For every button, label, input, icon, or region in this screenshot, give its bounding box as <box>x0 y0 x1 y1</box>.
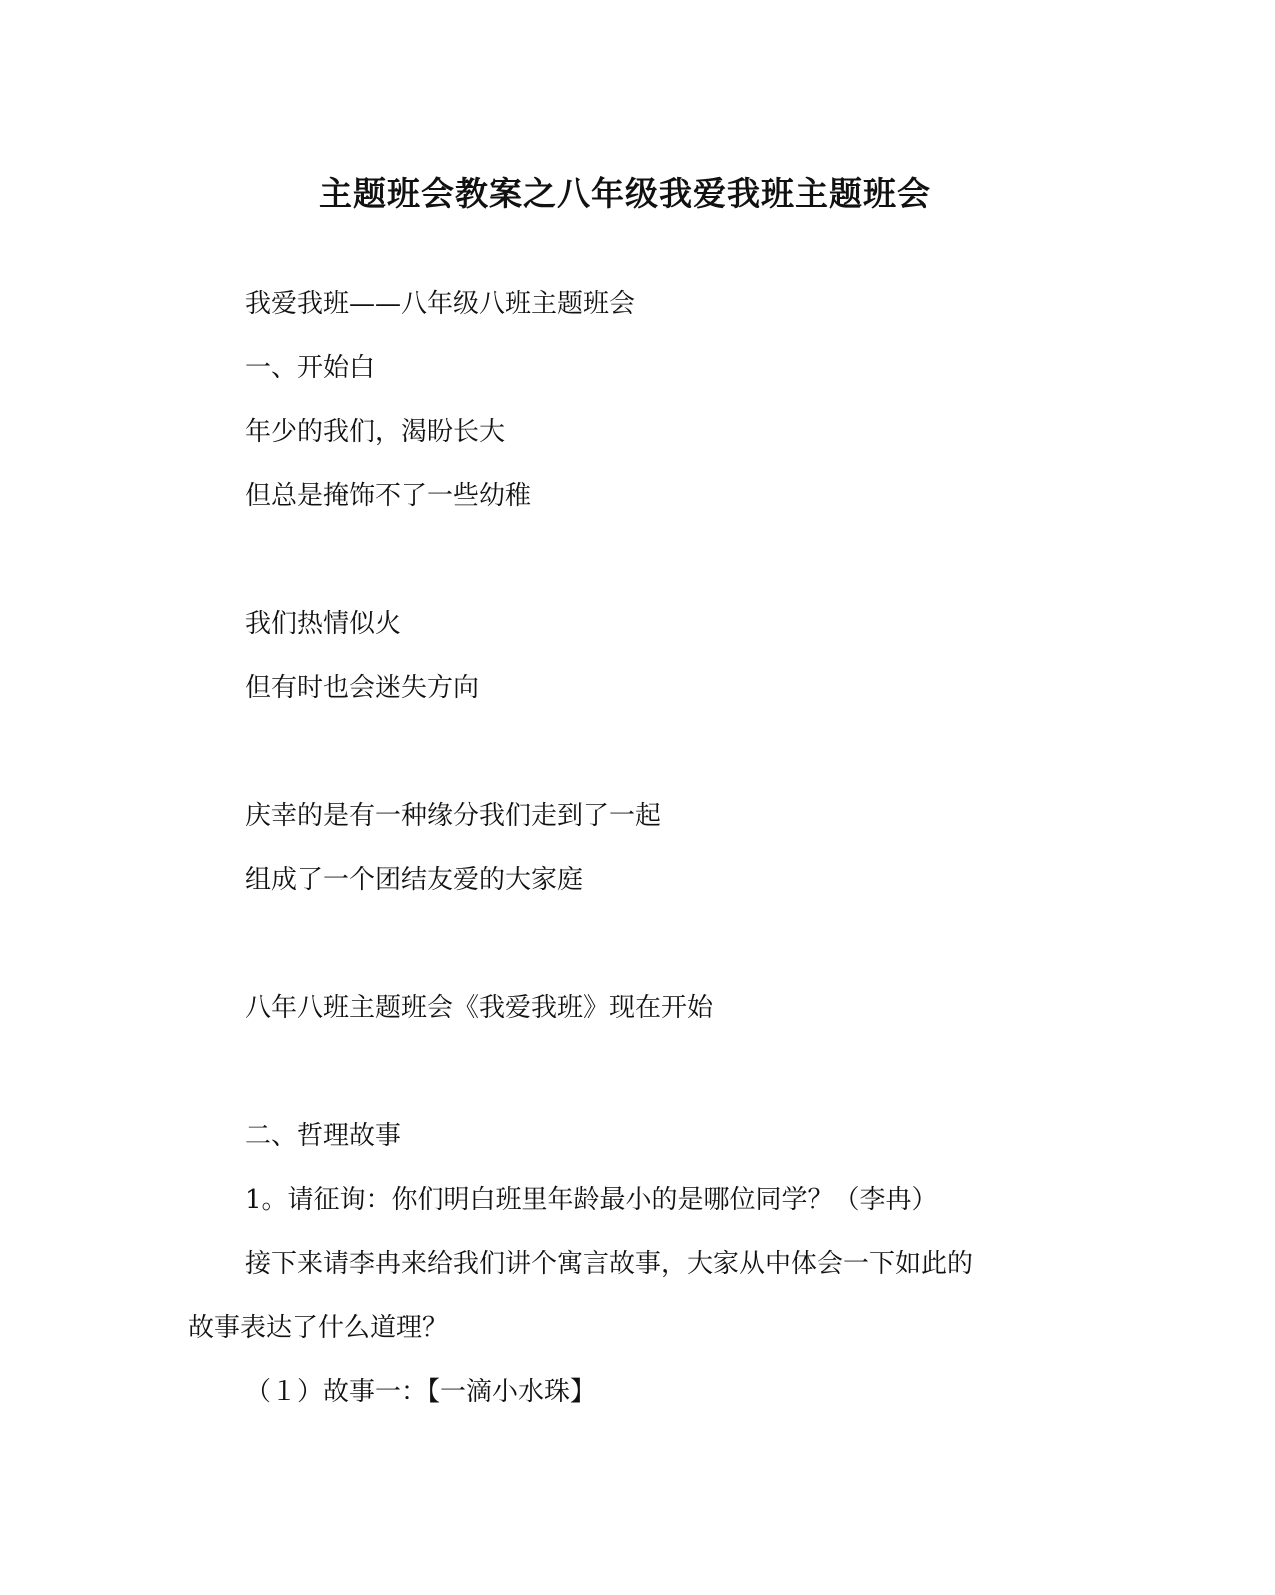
paragraph-line: 1。请征询：你们明白班里年龄最小的是哪位同学？（李冉） <box>245 1185 938 1215</box>
paragraph-line: 我们热情似火 <box>245 609 402 639</box>
section-heading-opening: 一、开始白 <box>245 353 376 383</box>
subtitle-line: 我爱我班——八年级八班主题班会 <box>245 289 636 319</box>
paragraph-line: 八年八班主题班会《我爱我班》现在开始 <box>245 993 714 1023</box>
section-heading-story: 二、哲理故事 <box>245 1121 402 1151</box>
paragraph-line-continued: 故事表达了什么道理？ <box>188 1313 449 1343</box>
paragraph-line: 但总是掩饰不了一些幼稚 <box>245 481 532 511</box>
document-title: 主题班会教案之八年级我爱我班主题班会 <box>319 174 931 213</box>
paragraph-line: 年少的我们，渴盼长大 <box>245 417 506 447</box>
paragraph-line: 组成了一个团结友爱的大家庭 <box>245 865 584 895</box>
story-heading: （１）故事一：【一滴小水珠】 <box>245 1377 597 1407</box>
paragraph-line: 接下来请李冉来给我们讲个寓言故事，大家从中体会一下如此的 <box>245 1249 974 1279</box>
paragraph-line: 但有时也会迷失方向 <box>245 673 480 703</box>
paragraph-line: 庆幸的是有一种缘分我们走到了一起 <box>245 801 662 831</box>
